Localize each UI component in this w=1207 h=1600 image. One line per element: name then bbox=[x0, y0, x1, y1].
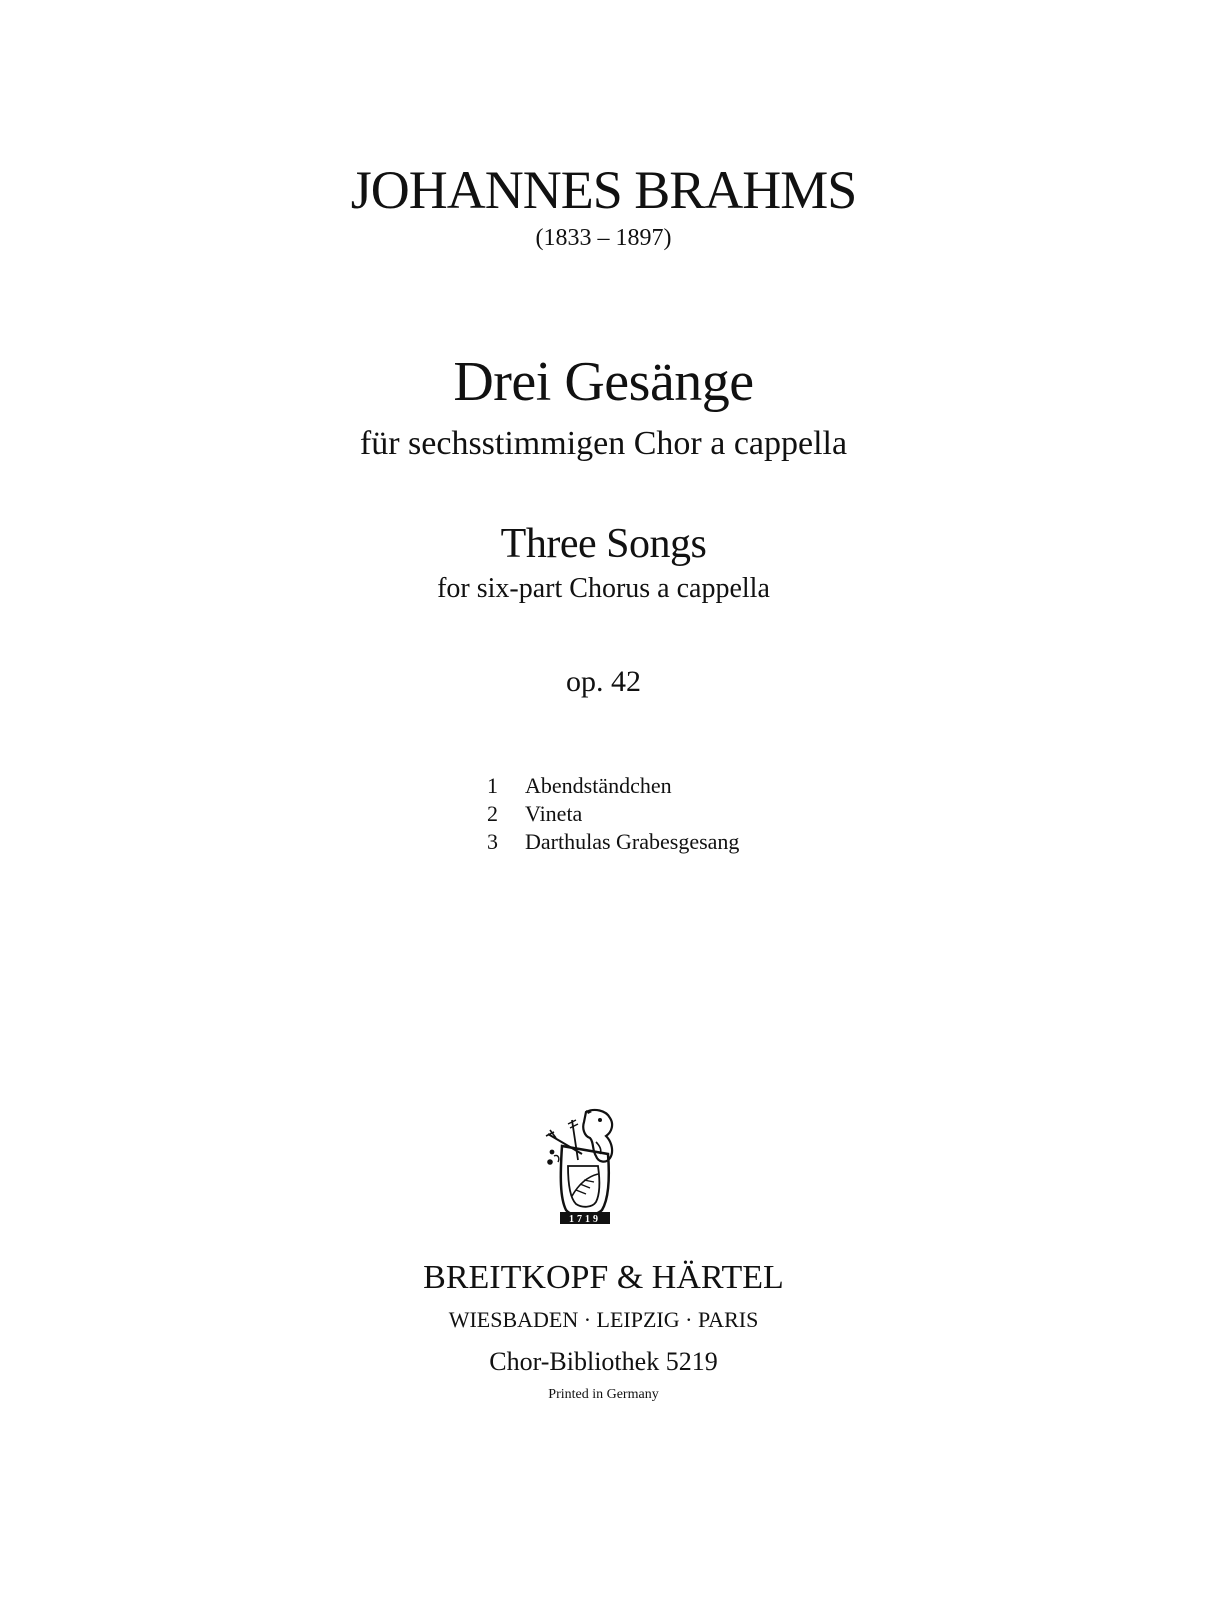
title-english: Three Songs bbox=[500, 521, 707, 567]
contents-item-title: Abendständchen bbox=[525, 773, 672, 798]
breitkopf-bear-crest-icon bbox=[542, 1106, 626, 1228]
contents-item bbox=[485, 828, 739, 856]
subtitle-german: für sechsstimmigen Chor a cappella bbox=[359, 425, 848, 462]
contents-list bbox=[485, 772, 739, 856]
contents-item-number: 3 bbox=[487, 829, 498, 854]
subtitle-english: for six-part Chorus a cappella bbox=[437, 573, 770, 604]
contents-item bbox=[485, 772, 739, 800]
contents-item-number: 1 bbox=[487, 773, 498, 798]
contents-item-number: 2 bbox=[487, 801, 498, 826]
logo-year-text: 1719 bbox=[569, 1214, 601, 1225]
composer-dates: (1833 – 1897) bbox=[535, 225, 672, 251]
opus-number: op. 42 bbox=[566, 665, 641, 698]
series-number: Chor-Bibliothek 5219 bbox=[489, 1347, 718, 1376]
publisher-cities: WIESBADEN · LEIPZIG · PARIS bbox=[448, 1307, 759, 1332]
printed-note: Printed in Germany bbox=[548, 1387, 659, 1402]
contents-item-title: Vineta bbox=[525, 801, 583, 826]
contents-item bbox=[485, 800, 739, 828]
title-german: Drei Gesänge bbox=[453, 351, 754, 413]
publisher-name: BREITKOPF & HÄRTEL bbox=[423, 1259, 784, 1296]
composer-name: JOHANNES BRAHMS bbox=[350, 160, 857, 220]
contents-item-title: Darthulas Grabesgesang bbox=[525, 829, 740, 854]
